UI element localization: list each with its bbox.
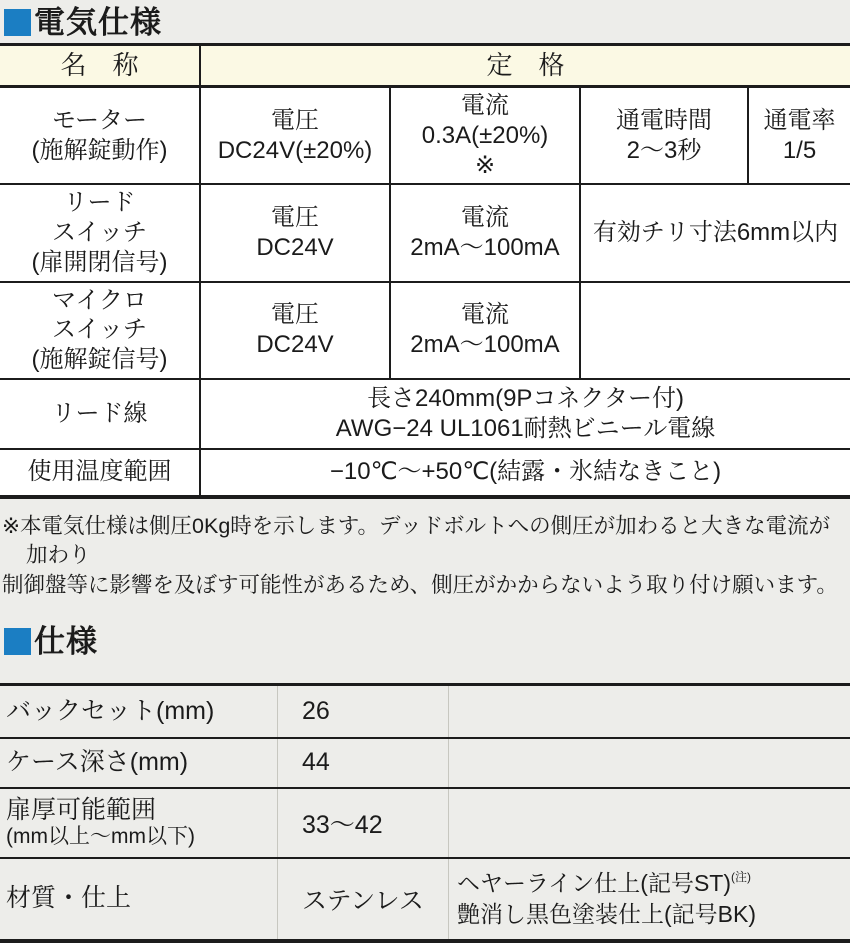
cell-line: リード	[63, 189, 136, 217]
section-title-electrical: 電気仕様	[34, 5, 162, 40]
cell-temp-name: 使用温度範囲	[0, 449, 200, 497]
cell-line: 長さ240mm(9Pコネクター付)	[367, 385, 684, 412]
cell-line: 0.3A(±20%)	[421, 121, 549, 149]
cell-motor-voltage	[200, 87, 390, 185]
cell-reed-current	[390, 184, 580, 281]
cell-line: スイッチ	[51, 219, 148, 246]
cell-line: モーター	[51, 106, 148, 134]
cell-motor-name	[0, 87, 200, 185]
electrical-spec-table	[0, 43, 850, 499]
spec-label: 材質・仕上	[6, 884, 132, 913]
electrical-note	[2, 512, 850, 601]
spec-finish	[449, 868, 850, 929]
cell-line: スイッチ	[51, 316, 148, 344]
section-header-electrical	[0, 0, 850, 43]
cell-line: 電流	[461, 204, 509, 232]
finish-line: ヘヤーライン仕上(記号ST)$^{(注)}$	[457, 869, 752, 897]
cell-reed-name	[0, 184, 200, 281]
spec-value: ステンレス	[302, 886, 424, 915]
spec-value: 44	[302, 748, 330, 777]
section-header-spec	[0, 619, 850, 662]
cell-line: DC24V	[256, 331, 334, 359]
cell-line: 2mA〜100mA	[410, 233, 560, 261]
cell-temp-value: −10℃〜+50℃(結露・氷結なきこと)	[200, 449, 850, 497]
spec-cell-empty	[448, 739, 850, 787]
cell-line: DC24V(±20%)	[217, 136, 373, 164]
spec-label: ケース深さ(mm)	[6, 748, 189, 777]
note-line: ※本電気仕様は側圧0Kg時を示します。デッドボルトへの側圧が加わると大きな電流が加わり	[2, 513, 831, 568]
spec-label-sub: (mm以上〜mm以下)	[6, 825, 195, 849]
table-row-temperature	[0, 449, 850, 497]
cell-lead-name: リード線	[0, 379, 200, 449]
table-row-reed-switch	[0, 184, 850, 281]
cell-motor-current	[390, 87, 580, 185]
cell-line: 2mA〜100mA	[410, 331, 560, 359]
cell-line: 電圧	[271, 301, 319, 329]
spec-row-backset	[0, 686, 850, 739]
cell-micro-name	[0, 282, 200, 379]
cell-line: 通電時間	[616, 106, 712, 134]
spec-cell-empty	[448, 686, 850, 737]
cell-line: AWG−24 UL1061耐熱ビニール電線	[335, 414, 716, 442]
cell-line: 通電率	[763, 106, 836, 134]
cell-line: 1/5	[782, 136, 817, 164]
cell-line: 2〜3秒	[626, 136, 702, 164]
cell-micro-voltage	[200, 282, 390, 379]
section-title-spec: 仕様	[34, 623, 98, 659]
finish-note-mark: (注)	[731, 869, 752, 884]
cell-line: 電圧	[271, 106, 319, 134]
spec-label: バックセット(mm)	[6, 696, 215, 725]
note-line: 制御盤等に影響を及ぼす可能性があるため、側圧がかからないよう取り付け願います。	[2, 573, 838, 598]
cell-line: 電圧	[271, 204, 319, 232]
spec-label-main: 扉厚可能範囲	[6, 796, 157, 825]
cell-line: 電流	[461, 92, 509, 119]
spec-row-case-depth	[0, 739, 850, 789]
cell-lead-value	[200, 379, 850, 449]
cell-line: DC24V	[256, 233, 334, 261]
note-mark: ※	[474, 151, 496, 179]
spec-row-door-thickness	[0, 789, 850, 859]
cell-line: マイクロ	[51, 286, 148, 314]
cell-line: (扉開閉信号)	[31, 248, 168, 276]
header-cell-name: 名 称	[0, 45, 200, 87]
cell-motor-duty	[748, 87, 850, 185]
cell-reed-voltage	[200, 184, 390, 281]
finish-line: 艶消し黒色塗装仕上(記号BK)	[457, 900, 756, 927]
blue-square-icon	[4, 628, 31, 655]
table-header-row	[0, 45, 850, 87]
spec-value: 33〜42	[302, 810, 383, 839]
cell-micro-empty	[580, 282, 850, 379]
blue-square-icon	[4, 9, 31, 36]
spec-row-material-finish	[0, 859, 850, 943]
table-row-micro-switch	[0, 282, 850, 379]
cell-reed-gap: 有効チリ寸法6mm以内	[580, 184, 850, 281]
cell-micro-current	[390, 282, 580, 379]
spec-value: 26	[302, 696, 330, 725]
table-row-lead-wire	[0, 379, 850, 449]
cell-motor-time	[580, 87, 748, 185]
cell-line: 電流	[461, 301, 509, 329]
cell-line: (施解錠信号)	[31, 346, 168, 373]
spec-label	[0, 796, 277, 849]
spec-cell-empty	[448, 789, 850, 857]
cell-line: (施解錠動作)	[31, 136, 168, 164]
spec-table	[0, 683, 850, 943]
table-row-motor	[0, 87, 850, 185]
header-cell-rating: 定 格	[200, 45, 850, 87]
